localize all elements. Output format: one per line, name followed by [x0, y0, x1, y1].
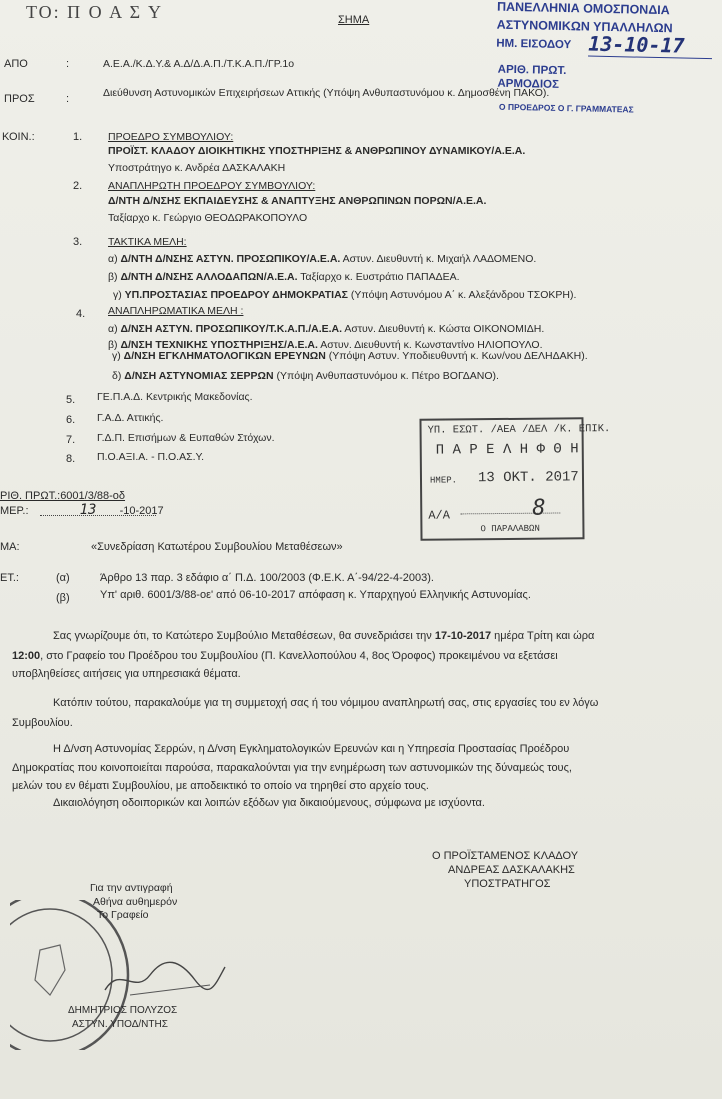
subject-value: «Συνεδρίαση Κατωτέρου Συμβουλίου Μεταθέσεων» — [91, 541, 343, 553]
cc-4b-person: Αστυν. Διευθυντή κ. Κωνσταντίνο ΗΛΙΟΠΟΥΛΟ. — [317, 339, 543, 351]
signatory-rank: ΥΠΟΣΤΡΑΤΗΓΟΣ — [464, 878, 551, 890]
to-colon: : — [66, 93, 70, 105]
cc-4-title: ΑΝΑΠΛΗΡΩΜΑΤΙΚΑ ΜΕΛΗ : — [108, 305, 244, 317]
cc-4d-prefix: δ) — [112, 370, 125, 382]
cc-4b-prefix: β) — [108, 339, 121, 351]
stamp-assignee-label: ΑΡΜΟΔΙΟΣ — [497, 77, 560, 91]
cc-4d-office: Δ/ΝΣΗ ΑΣΤΥΝΟΜΙΑΣ ΣΕΡΡΩΝ — [124, 370, 274, 382]
signatory-name: ΑΝΔΡΕΑΣ ΔΑΣΚΑΛΑΚΗΣ — [448, 864, 575, 876]
cc-4c — [112, 350, 588, 362]
cc-number-1: 1. — [73, 131, 83, 143]
incoming-stamp — [495, 0, 722, 120]
body-p1-line2 — [12, 650, 558, 662]
body-p3-line3: μελών του εν θέματι Συμβουλίου, με αποδεικτικό το οποίο να τηρηθεί στο αρχείο τους. — [12, 780, 429, 792]
cc-1-line1: ΠΡΟΪΣΤ. ΚΛΑΔΟΥ ΔΙΟΙΚΗΤΙΚΗΣ ΥΠΟΣΤΗΡΙΞΗΣ & ΑΝΘΡΩΠΙΝΟΥ ΔΥΝΑΜΙΚΟΥ/Α.Ε.Α. — [108, 145, 526, 157]
cc-3-title: ΤΑΚΤΙΚΑ ΜΕΛΗ: — [108, 236, 187, 248]
cc-1-title: ΠΡΟΕΔΡΟ ΣΥΜΒΟΥΛΙΟΥ: — [108, 131, 234, 143]
protocol-number: ΡΙΘ. ΠΡΩΤ.:6001/3/88-οδ — [0, 490, 126, 502]
received-stamp-serial: 8 — [532, 495, 546, 521]
cc-3b-person: Ταξίαρχο κ. Ευστράτιο ΠΑΠΑΔΕΑ. — [297, 271, 460, 283]
date-underline — [40, 515, 156, 516]
stamp-federation-line1: ΠΑΝΕΛΛΗΝΙΑ ΟΜΟΣΠΟΝΔΙΑ — [496, 0, 670, 18]
references-label: ΕΤ.: — [0, 572, 19, 584]
cc-7: Γ.Δ.Π. Επισήμων & Ευπαθών Στόχων. — [97, 432, 275, 444]
cc-3c-person: (Υπόψη Αστυνόμου Α΄ κ. Αλεξάνδρου ΤΣΟΚΡΗ). — [347, 289, 577, 301]
date-rest: -10-2017 — [119, 505, 164, 517]
cc-3b-prefix: β) — [108, 271, 121, 283]
cc-number-2: 2. — [73, 180, 83, 192]
received-stamp-date-label: ΗΜΕΡ. — [429, 475, 458, 486]
cc-4c-office: Δ/ΝΣΗ ΕΓΚΛΗΜΑΤΟΛΟΓΙΚΩΝ ΕΡΕΥΝΩΝ — [123, 350, 326, 362]
cc-label: ΚΟΙΝ.: — [2, 131, 35, 143]
body-p3-line2: Δημοκρατίας που κοινοποιείται παρούσα, παρακαλούνται για την ενημέρωση των αστυνομικών της δύναμεώς τους, — [12, 762, 572, 774]
cc-number-4: 4. — [76, 308, 86, 320]
copy-cert-officer-name: ΔΗΜΗΤΡΙΟΣ ΠΟΛΥΖΟΣ — [68, 1005, 178, 1016]
reference-a: Άρθρο 13 παρ. 3 εδάφιο α΄ Π.Δ. 100/2003 (Φ.Ε.Κ. Α΄-94/22-4-2003). — [100, 572, 434, 584]
received-stamp-title: Π Α Ρ Ε Λ Η Φ Θ Η — [435, 441, 579, 459]
from-label: ΑΠΟ — [4, 58, 28, 70]
document-type-title: ΣΗΜΑ — [338, 14, 370, 26]
cc-8: Π.Ο.ΑΞΙ.Α. - Π.Ο.ΑΣ.Υ. — [97, 451, 205, 463]
cc-3a-person: Αστυν. Διευθυντή κ. Μιχαήλ ΛΑΔΟΜΕΝΟ. — [340, 253, 537, 265]
cc-3c-office: ΥΠ.ΠΡΟΣΤΑΣΙΑΣ ΠΡΟΕΔΡΟΥ ΔΗΜΟΚΡΑΤΙΑΣ — [124, 289, 348, 301]
from-value: Α.Ε.Α./Κ.Δ.Υ.& Α.Δ/Δ.Α.Π./Τ.Κ.Α.Π./ΓΡ.1ο — [103, 58, 295, 70]
from-colon: : — [66, 58, 70, 70]
reference-b: Υπ' αριθ. 6001/3/88-οε' από 06-10-2017 απόφαση κ. Υπαρχηγού Ελληνικής Αστυνομίας. — [100, 589, 531, 601]
received-stamp-date: 13 ΟΚΤ. 2017 — [477, 469, 579, 487]
cc-3c — [113, 289, 576, 301]
stamp-entry-date: 13-10-17 — [588, 32, 712, 60]
copy-cert-line3: Το Γραφείο — [97, 909, 149, 921]
body-p1-text-a: Σας γνωρίζουμε ότι, το Κατώτερο Συμβούλιο Μεταθέσεων, θα συνεδριάσει την — [53, 630, 435, 642]
received-stamp-ministry: ΥΠ. ΕΣΩΤ. /ΑΕΑ /ΔΕΛ /Κ. ΕΠΙΚ. — [427, 423, 611, 437]
signatory-title: Ο ΠΡΟΪΣΤΑΜΕΝΟΣ ΚΛΑΔΟΥ — [432, 850, 579, 862]
body-p1-line1 — [53, 630, 594, 642]
stamp-signatories: Ο ΠΡΟΕΔΡΟΣ Ο Γ. ΓΡΑΜΜΑΤΕΑΣ — [498, 101, 634, 115]
cc-4a — [108, 323, 544, 335]
body-p1-line3: υποβληθείσες αιτήσεις για υπηρεσιακά θέματα. — [12, 668, 241, 680]
handwritten-signature — [100, 955, 230, 1005]
cc-3b-office: Δ/ΝΤΗ Δ/ΝΣΗΣ ΑΛΛΟΔΑΠΩΝ/Α.Ε.Α. — [120, 271, 298, 283]
body-p2-line1: Κατόπιν τούτου, παρακαλούμε για τη συμμετοχή σας ή του νόμιμου αναπληρωτή σας, στις εργασίες του εν λόγω — [53, 697, 599, 709]
reference-b-key: (β) — [56, 592, 70, 604]
copy-cert-line2: Αθήνα αυθημερόν — [93, 896, 178, 908]
body-p3-line1: Η Δ/νση Αστυνομίας Σερρών, η Δ/νση Εγκληματολογικών Ερευνών και η Υπηρεσία Προστασίας Προέδρου — [53, 743, 570, 755]
stamp-entry-label: ΗΜ. ΕΙΣΟΔΟΥ — [496, 37, 572, 52]
cc-3a-office: Δ/ΝΤΗ Δ/ΝΣΗΣ ΑΣΤΥΝ. ΠΡΟΣΩΠΙΚΟΥ/Α.Ε.Α. — [120, 253, 341, 265]
received-stamp — [419, 417, 611, 540]
date-day: 13 — [79, 502, 97, 518]
cc-number-3: 3. — [73, 236, 83, 248]
to-recipient-value: Διεύθυνση Αστυνομικών Επιχειρήσεων Αττικής (Υπόψη Ανθυπαστυνόμου κ. Δημοσθένη ΠΑΚΟ). — [103, 87, 550, 99]
body-p4: Δικαιολόγηση οδοιπορικών και λοιπών εξόδων για δικαιούμενους, σύμφωνα με ισχύοντα. — [53, 797, 485, 809]
copy-cert-line1: Για την αντιγραφή — [90, 882, 173, 894]
cc-4d-person: (Υπόψη Ανθυπαστυνόμου κ. Πέτρο ΒΟΓΔΑΝΟ). — [273, 370, 499, 382]
cc-3a-prefix: α) — [108, 253, 121, 265]
cc-4a-office: Δ/ΝΣΗ ΑΣΤΥΝ. ΠΡΟΣΩΠΙΚΟΥ/Τ.Κ.Α.Π./Α.Ε.Α. — [120, 323, 343, 335]
cc-4b-office: Δ/ΝΣΗ ΤΕΧΝΙΚΗΣ ΥΠΟΣΤΗΡΙΞΗΣ/Α.Ε.Α. — [120, 339, 318, 351]
received-stamp-receiver: Ο ΠΑΡΑΛΑΒΩΝ — [480, 523, 540, 535]
cc-3c-prefix: γ) — [113, 289, 125, 301]
cc-number-7: 7. — [66, 434, 76, 446]
cc-3a — [108, 253, 536, 265]
received-stamp-serial-label: Α/Α — [428, 508, 450, 523]
cc-number-6: 6. — [66, 414, 76, 426]
cc-2-line2: Ταξίαρχο κ. Γεώργιο ΘΕΟΔΩΡΑΚΟΠΟΥΛΟ — [108, 212, 308, 224]
stamp-protocol-label: ΑΡΙΘ. ΠΡΩΤ. — [497, 63, 567, 78]
cc-6: Γ.Α.Δ. Αττικής. — [97, 412, 164, 424]
cc-number-8: 8. — [66, 453, 76, 465]
subject-label: ΜΑ: — [0, 541, 20, 553]
body-p1-text-b: ημέρα Τρίτη και ώρα — [491, 630, 595, 642]
to-recipient-label: ΠΡΟΣ — [4, 93, 35, 105]
cc-4c-person: (Υπόψη Αστυν. Υποδιευθυντή κ. Κων/νου ΔΕΛΗΔΑΚΗ). — [325, 350, 588, 362]
body-p1-text-c: , στο Γραφείο του Προέδρου του Συμβουλίου (Π. Κανελλοπούλου 4, 8ος Όροφος) προκειμένου να εξετάσει — [40, 650, 558, 662]
date-label: ΜΕΡ.: — [0, 505, 29, 517]
copy-cert-officer-rank: ΑΣΤΥΝ. ΥΠΟΔ/ΝΤΗΣ — [72, 1019, 168, 1030]
cc-5: ΓΕ.Π.Α.Δ. Κεντρικής Μακεδονίας. — [97, 391, 253, 403]
stamp-federation-line2: ΑΣΤΥΝΟΜΙΚΩΝ ΥΠΑΛΛΗΛΩΝ — [496, 17, 673, 36]
cc-4a-person: Αστυν. Διευθυντή κ. Κώστα ΟΙΚΟΝΟΜΙΔΗ. — [342, 323, 545, 335]
cc-3b — [108, 271, 460, 283]
cc-2-line1: Δ/ΝΤΗ Δ/ΝΣΗΣ ΕΚΠΑΙΔΕΥΣΗΣ & ΑΝΑΠΤΥΞΗΣ ΑΝΘΡΩΠΙΝΩΝ ΠΟΡΩΝ/Α.Ε.Α. — [108, 195, 487, 207]
reference-a-key: (α) — [56, 572, 70, 584]
cc-number-5: 5. — [66, 394, 76, 406]
meeting-time: 12:00 — [12, 650, 41, 662]
cc-4c-prefix: γ) — [112, 350, 124, 362]
cc-2-title: ΑΝΑΠΛΗΡΩΤΗ ΠΡΟΕΔΡΟΥ ΣΥΜΒΟΥΛΙΟΥ: — [108, 180, 316, 192]
to-label: ΤΟ: Π Ο Α Σ Υ — [26, 2, 163, 22]
cc-4d — [112, 370, 499, 382]
cc-4a-prefix: α) — [108, 323, 121, 335]
cc-1-line2: Υποστράτηγο κ. Ανδρέα ΔΑΣΚΑΛΑΚΗ — [108, 162, 286, 174]
body-p2-line2: Συμβουλίου. — [12, 717, 73, 729]
meeting-date: 17-10-2017 — [434, 630, 492, 642]
